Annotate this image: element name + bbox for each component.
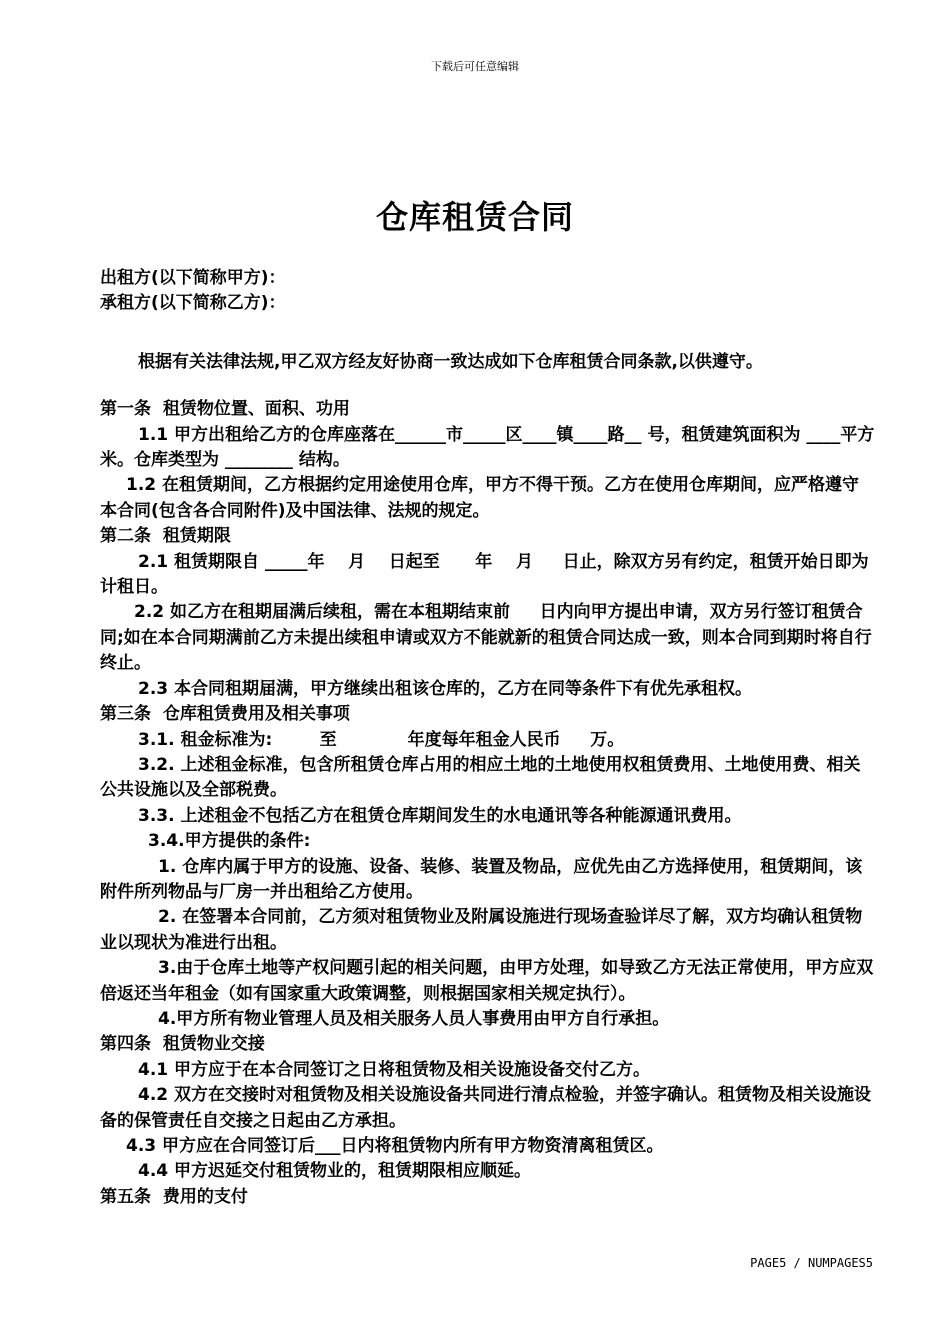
clause-1-2: 1.2 在租赁期间，乙方根据约定用途使用仓库，甲方不得干预。乙方在使用仓库期间，应严格遵守本合同(包含各合同附件)及中国法律、法规的规定。 [100, 475, 860, 521]
lessor-line: 出租方(以下简称甲方)： [100, 268, 286, 288]
article-3-title: 第三条 仓库租赁费用及相关事项 [100, 704, 350, 725]
clause-3-4-item-3: 3.由于仓库土地等产权问题引起的相关问题，由甲方处理，如导致乙方无法正常使用，甲方应双倍返还当年租金（如有国家重大政策调整，则根据国家相关规定执行）。 [100, 958, 874, 1004]
header-note: 下载后可任意编辑 [431, 60, 519, 73]
clause-2-1: 2.1 租赁期限自 _____年 月 日起至 年 月 日止，除双方另有约定，租赁开始日即为计租日。 [100, 551, 869, 598]
page-number-field: PAGE5 / NUMPAGES5 [750, 1256, 873, 1270]
clause-4-3: 4.3 甲方应在合同签订后___日内将租赁物内所有甲方物资清离租赁区。 [126, 1136, 664, 1156]
clause-3-4-item-4: 4.甲方所有物业管理人员及相关服务人员人事费用由甲方自行承担。 [158, 1008, 670, 1029]
article-5-title: 第五条 费用的支付 [100, 1186, 248, 1207]
article-1-title: 第一条 租赁物位置、面积、功用 [100, 399, 350, 420]
article-4-title: 第四条 租赁物业交接 [100, 1034, 265, 1055]
clause-3-4-item-1: 1. 仓库内属于甲方的设施、设备、装修、装置及物品，应优先由乙方选择使用，租赁期间，该附件所列物品与厂房一并出租给乙方使用。 [100, 856, 863, 902]
clause-4-1: 4.1 甲方应于在本合同签订之日将租赁物及相关设施设备交付乙方。 [138, 1059, 651, 1080]
spacer [100, 317, 875, 350]
article-2-title: 第二条 租赁期限 [100, 526, 231, 547]
document-body [100, 266, 875, 1210]
clause-2-2: 2.2 如乙方在租期届满后续租，需在本租期结束前 日内向甲方提出申请，双方另行签订租赁合同;如在本合同期满前乙方未提出续租申请或双方不能就新的租赁合同达成一致，则本合同到期时将自行终止。 [100, 602, 872, 674]
clause-3-4: 3.4.甲方提供的条件: [148, 831, 311, 852]
clause-3-3: 3.3. 上述租金不包括乙方在租赁仓库期间发生的水电通讯等各种能源通讯费用。 [138, 805, 742, 826]
document-title: 仓库租赁合同 [375, 198, 574, 236]
clause-2-3: 2.3 本合同租期届满，甲方继续出租该仓库的，乙方在同等条件下有优先承租权。 [138, 678, 753, 699]
spacer [100, 375, 875, 397]
intro-paragraph: 根据有关法律法规,甲乙双方经友好协商一致达成如下仓库租赁合同条款,以供遵守。 [138, 351, 763, 372]
clause-4-2: 4.2 双方在交接时对租赁物及相关设施设备共同进行清点检验，并签字确认。租赁物及相关设施设备的保管责任自交接之日起由乙方承担。 [100, 1085, 872, 1131]
clause-3-4-item-2: 2. 在签署本合同前，乙方须对租赁物业及附属设施进行现场查验详尽了解，双方均确认租赁物业以现状为准进行出租。 [100, 907, 863, 953]
lessee-line: 承租方(以下简称乙方)： [100, 293, 286, 314]
clause-3-2: 3.2. 上述租金标准，包含所租赁仓库占用的相应土地的土地使用权租赁费用、土地使用费、相关公共设施以及全部税费。 [100, 754, 861, 801]
clause-3-1: 3.1. 租金标准为: 至 年度每年租金人民币 万。 [138, 729, 625, 750]
clause-4-4: 4.4 甲方迟延交付租赁物业的，租赁期限相应顺延。 [138, 1161, 532, 1182]
clause-1-1: 1.1 甲方出租给乙方的仓库座落在______市_____区____镇____路__ 号，租赁建筑面积为 ____平方米。仓库类型为 ________ 结构。 [100, 424, 875, 471]
